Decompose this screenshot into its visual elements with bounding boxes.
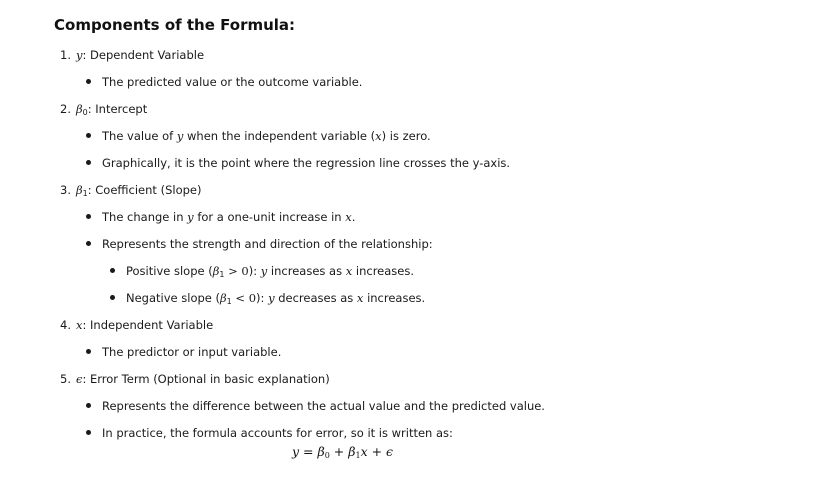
bullet-dot — [110, 268, 115, 273]
bullet-dot — [86, 403, 91, 408]
item-label: : Intercept — [87, 102, 148, 116]
text-run: ): — [256, 291, 269, 305]
list-item-1 — [60, 48, 204, 62]
item-symbol: x — [76, 318, 83, 332]
bullet-dot — [86, 349, 91, 354]
math-y: y — [176, 129, 184, 143]
math-subscript: 1 — [226, 297, 232, 306]
list-item-2 — [60, 102, 147, 120]
math-x: x — [345, 264, 353, 278]
list-item-3-subbullet-2 — [126, 291, 425, 309]
list-item-4 — [60, 318, 213, 332]
item-subscript: 1 — [82, 189, 88, 198]
text-run: Negative slope ( — [126, 291, 221, 305]
item-label: : Dependent Variable — [82, 48, 205, 62]
item-symbol: ϵ — [76, 372, 83, 386]
item-number: 2. — [60, 102, 71, 116]
text-run: when the independent variable ( — [183, 129, 376, 143]
item-subscript: 0 — [82, 108, 88, 117]
regression-formula — [292, 444, 393, 460]
math-beta: β — [220, 291, 227, 305]
list-item-5-bullet-1: Represents the difference between the actual value and the predicted value. — [102, 399, 545, 413]
math-x: x — [345, 210, 352, 224]
text-run: increases as — [267, 264, 346, 278]
list-item-3-subbullet-1 — [126, 264, 414, 282]
math-beta: β — [317, 444, 325, 459]
list-item-3-bullet-2: Represents the strength and direction of the relationship: — [102, 237, 433, 251]
math-y: y — [292, 444, 300, 459]
list-item-2-bullet-2: Graphically, it is the point where the regression line crosses the y-axis. — [102, 156, 511, 170]
text-run: The change in — [102, 210, 188, 224]
text-run: The value of — [102, 129, 177, 143]
bullet-dot — [86, 241, 91, 246]
math-y: y — [260, 264, 268, 278]
text-run: increases. — [352, 264, 415, 278]
math-x: x — [360, 444, 368, 459]
list-item-5 — [60, 372, 330, 386]
text-run: ): — [248, 264, 261, 278]
bullet-dot — [86, 430, 91, 435]
section-heading: Components of the Formula: — [54, 16, 296, 34]
item-label: : Independent Variable — [82, 318, 214, 332]
list-item-5-bullet-2: In practice, the formula accounts for error, so it is written as: — [102, 426, 453, 440]
text-run: decreases as — [274, 291, 357, 305]
bullet-dot — [110, 295, 115, 300]
math-op: + — [329, 444, 349, 459]
text-run: increases. — [363, 291, 426, 305]
text-run: Positive slope ( — [126, 264, 213, 278]
math-y: y — [268, 291, 275, 305]
math-x: x — [375, 129, 382, 143]
math-subscript: 1 — [355, 451, 361, 460]
bullet-dot — [86, 214, 91, 219]
text-run: ) is zero. — [381, 129, 431, 143]
item-symbol: y — [76, 48, 83, 62]
math-beta: β — [348, 444, 356, 459]
text-run: for a one-unit increase in — [193, 210, 346, 224]
list-item-3-bullet-1 — [102, 210, 355, 224]
math-op: + — [367, 444, 387, 459]
bullet-dot — [86, 133, 91, 138]
item-number: 4. — [60, 318, 71, 332]
text-run: . — [351, 210, 356, 224]
item-number: 3. — [60, 183, 71, 197]
item-number: 1. — [60, 48, 71, 62]
item-symbol: β — [76, 102, 83, 116]
item-symbol: β — [76, 183, 83, 197]
math-beta: β — [212, 264, 220, 278]
math-subscript: 0 — [324, 451, 330, 460]
list-item-2-bullet-1 — [102, 129, 431, 143]
math-epsilon: ϵ — [386, 444, 394, 459]
item-label: : Error Term (Optional in basic explanation) — [82, 372, 330, 386]
list-item-4-bullet-1: The predictor or input variable. — [102, 345, 282, 359]
math-op: = — [299, 444, 318, 459]
math-x: x — [356, 291, 364, 305]
math-op: < 0 — [231, 291, 257, 305]
list-item-3 — [60, 183, 201, 201]
math-subscript: 1 — [219, 270, 225, 279]
list-item-1-bullet-1: The predicted value or the outcome variable. — [102, 75, 363, 89]
item-number: 5. — [60, 372, 71, 386]
item-label: : Coefficient (Slope) — [87, 183, 202, 197]
math-y: y — [187, 210, 194, 224]
bullet-dot — [86, 160, 91, 165]
bullet-dot — [86, 79, 91, 84]
math-op: > 0 — [224, 264, 249, 278]
